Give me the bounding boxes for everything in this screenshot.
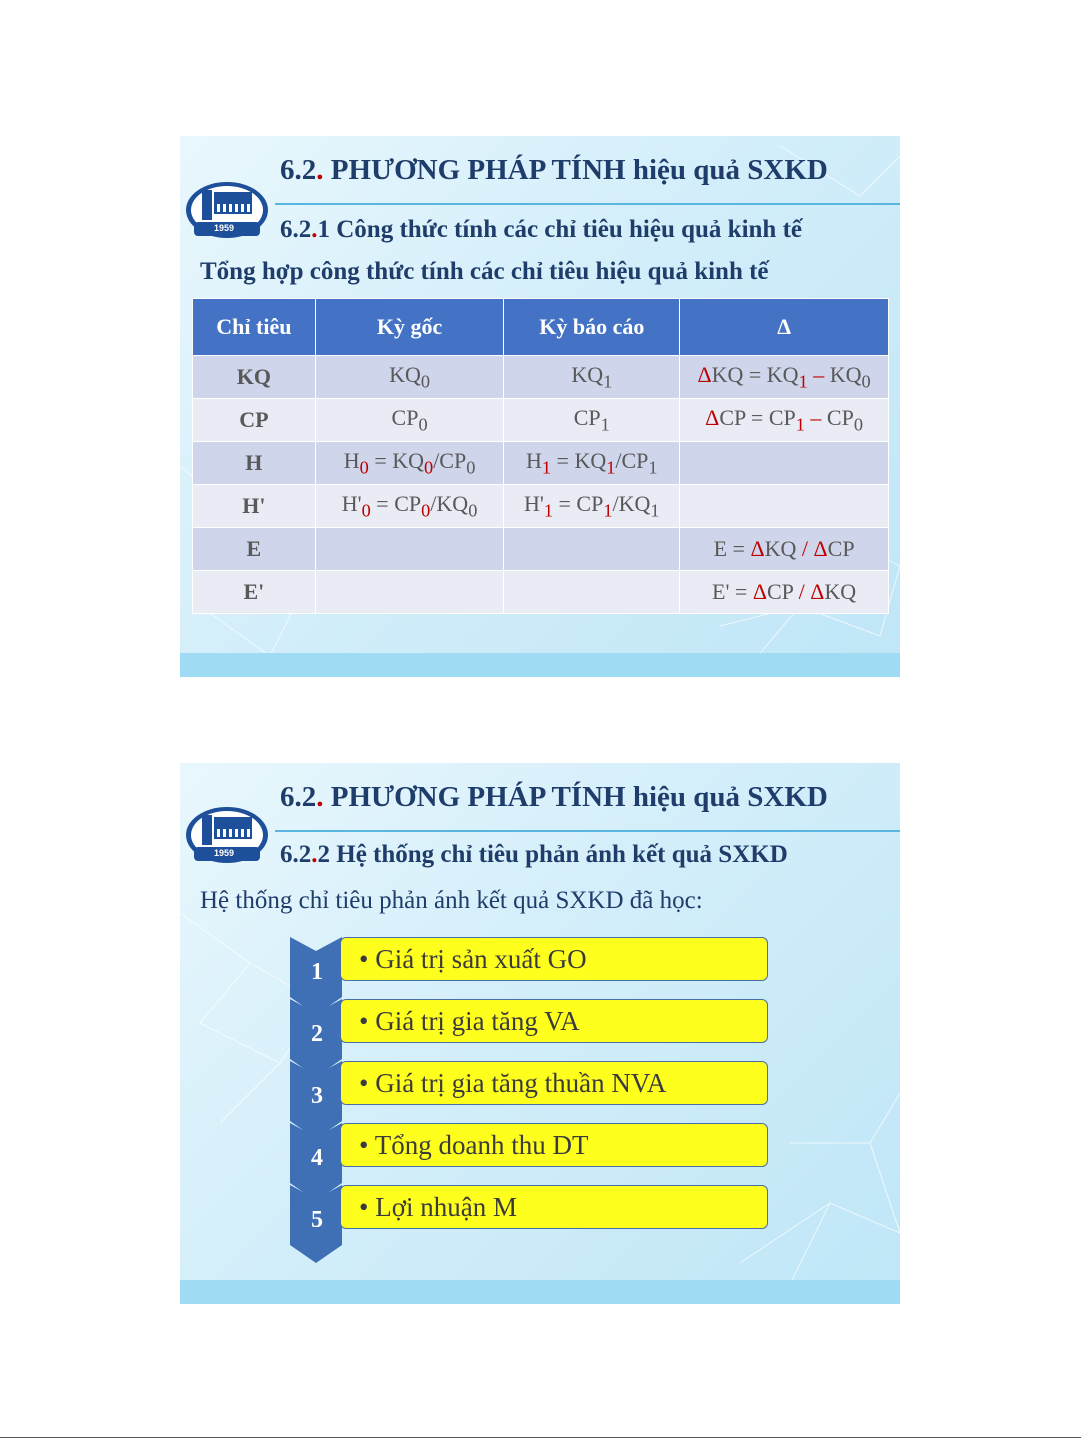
table-header-row [193, 299, 889, 356]
slide-result-indicators [180, 763, 900, 1304]
cell-e-report [504, 528, 680, 571]
table-row [193, 399, 889, 442]
item-number: 1 [311, 959, 323, 985]
cell-kq-delta: $\Delta KQ = KQ_1 - KQ_0$ [680, 356, 889, 399]
slide-title: 6.2. PHƯƠNG PHÁP TÍNH hiệu quả SXKD [280, 781, 828, 813]
page-bottom-rule [0, 1437, 1081, 1438]
cell-h-delta [680, 442, 889, 485]
cell-e-prime-base [315, 571, 504, 614]
item-label: • Lợi nhuận M [359, 1192, 517, 1222]
cell-h-prime-base: $H'_0 = CP_0/KQ_0$ [315, 485, 504, 528]
row-label-kq: KQ [193, 356, 316, 399]
logo-year: 1959 [214, 848, 235, 858]
row-label-e: E [193, 528, 316, 571]
slide-subtitle: 6.2.2 Hệ thống chỉ tiêu phản ánh kết quả SXKD [280, 841, 788, 868]
item-number: 3 [311, 1083, 323, 1109]
item-box [340, 1123, 768, 1167]
cell-e-base [315, 528, 504, 571]
slide-footer-bar [180, 1280, 900, 1304]
slide-formulas [180, 136, 900, 677]
table-caption: Tổng hợp công thức tính các chỉ tiêu hiệu quả kinh tế [200, 258, 769, 285]
cell-cp-base: $CP_0$ [315, 399, 504, 442]
item-label: • Giá trị gia tăng thuần NVA [359, 1068, 667, 1098]
item-box [340, 1185, 768, 1229]
cell-kq-base: $KQ_0$ [315, 356, 504, 399]
header-indicator: Chỉ tiêu [193, 299, 316, 356]
item-label: • Giá trị gia tăng VA [359, 1006, 580, 1036]
cell-kq-report: $KQ_1$ [504, 356, 680, 399]
list-intro: Hệ thống chỉ tiêu phản ánh kết quả SXKD đã học: [200, 887, 703, 914]
header-report-period: Kỳ báo cáo [504, 299, 680, 356]
efficiency-formula-table [192, 298, 889, 614]
cell-cp-delta: $\Delta CP = CP_1 - CP_0$ [680, 399, 889, 442]
table-row [193, 528, 889, 571]
slide-subtitle: 6.2.1 Công thức tính các chỉ tiêu hiệu quả kinh tế [280, 216, 803, 243]
cell-e-delta: E = ΔKQ / ΔCP [680, 528, 889, 571]
logo-year: 1959 [214, 223, 235, 233]
row-label-h-prime: H' [193, 485, 316, 528]
title-underline [275, 830, 900, 832]
university-logo [184, 805, 270, 865]
cell-h-base: $H_0 = KQ_0/CP_0$ [315, 442, 504, 485]
table-row [193, 356, 889, 399]
row-label-e-prime: E' [193, 571, 316, 614]
slide-title: 6.2. PHƯƠNG PHÁP TÍNH hiệu quả SXKD [280, 154, 828, 186]
table-row [193, 442, 889, 485]
cell-h-prime-report: $H'_1 = CP_1/KQ_1$ [504, 485, 680, 528]
cell-cp-report: $CP_1$ [504, 399, 680, 442]
item-label: • Tổng doanh thu DT [359, 1130, 589, 1160]
table-row [193, 485, 889, 528]
university-logo [184, 180, 270, 240]
header-delta: Δ [680, 299, 889, 356]
title-underline [275, 203, 900, 205]
item-number: 5 [311, 1207, 323, 1233]
cell-h-prime-delta [680, 485, 889, 528]
slide-footer-bar [180, 653, 900, 677]
cell-e-prime-delta: E' = ΔCP / ΔKQ [680, 571, 889, 614]
table-row [193, 571, 889, 614]
cell-e-prime-report [504, 571, 680, 614]
list-item [290, 1185, 770, 1265]
item-box [340, 999, 768, 1043]
item-label: • Giá trị sản xuất GO [359, 944, 587, 974]
row-label-h: H [193, 442, 316, 485]
cell-h-report: $H_1 = KQ_1/CP_1$ [504, 442, 680, 485]
header-base-period: Kỳ gốc [315, 299, 504, 356]
row-label-cp: CP [193, 399, 316, 442]
item-number: 4 [311, 1145, 323, 1171]
item-box [340, 937, 768, 981]
item-number: 2 [311, 1021, 323, 1047]
item-box [340, 1061, 768, 1105]
